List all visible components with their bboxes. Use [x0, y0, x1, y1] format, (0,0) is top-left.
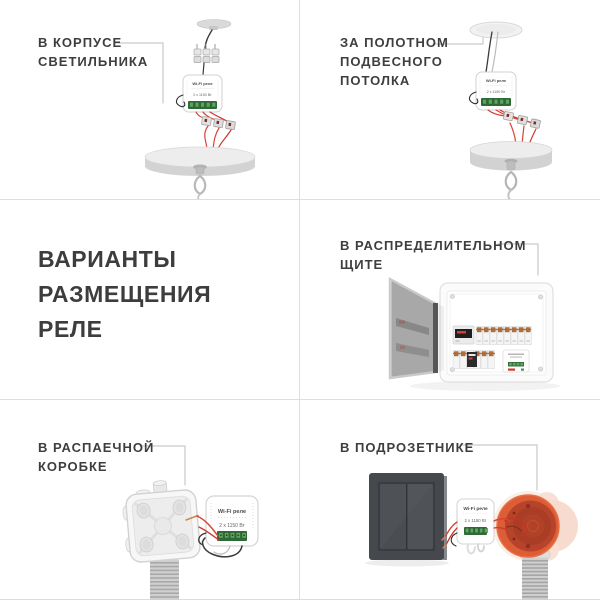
relay-name-text: Wi-Fi реле: [217, 509, 247, 515]
relay-name-text: Wi-Fi реле: [463, 507, 488, 512]
corrugated-conduit: [520, 551, 550, 600]
junction-box: [120, 478, 200, 564]
panel-title: [0, 200, 300, 400]
label-line: СВЕТИЛЬНИКА: [38, 54, 149, 69]
label-line: В ПОДРОЗЕТНИКЕ: [340, 440, 475, 455]
relay-power-text: 2 x 1150 Вт: [219, 523, 245, 529]
terminal-blocks-top: [194, 44, 219, 63]
red-wires-down: [205, 126, 231, 149]
suspension-hook: [506, 172, 517, 200]
infographic-title: [38, 242, 211, 347]
panel-flush-mount-box: [300, 400, 600, 600]
wall-switch: [365, 473, 449, 567]
label-line: В КОРПУСЕ: [38, 35, 123, 50]
label-line: ПОДВЕСНОГО: [340, 54, 443, 69]
wifi-relay-device: [176, 75, 222, 112]
label-line: ЗА ПОЛОТНОМ: [340, 35, 449, 50]
wifi-relay-device: [451, 499, 494, 553]
relay-power-text: 2 x 1150 Вт: [193, 93, 212, 97]
relay-name-text: Wi-Fi реле: [485, 78, 507, 83]
breaker-row-bottom: [453, 350, 529, 372]
red-wires: [196, 112, 229, 123]
spare-wire-loop: [478, 544, 484, 551]
relay-power-text: 2 x 1150 Вт: [464, 518, 487, 523]
label-line: ПОТОЛКА: [340, 73, 411, 88]
panel-label-junction-box: [38, 438, 154, 476]
title-line: РЕЛЕ: [38, 316, 103, 342]
relay-name-text: Wi-Fi реле: [192, 81, 213, 86]
spare-wire-loop: [468, 544, 475, 553]
relay-power-text: 2 x 1150 Вт: [486, 90, 506, 94]
label-line: В РАСПАЕЧНОЙ: [38, 440, 155, 455]
board-door: [390, 279, 444, 378]
panel-label-lamp-housing: [38, 33, 148, 71]
panel-label-distribution-board: [340, 236, 526, 274]
title-line: ВАРИАНТЫ: [38, 246, 177, 272]
ceiling-hole: [470, 22, 522, 38]
panel-suspended-ceiling: [300, 0, 600, 200]
lamp-canopy: [470, 142, 552, 171]
wifi-relay-device: [469, 72, 516, 110]
title-line: РАЗМЕЩЕНИЯ: [38, 281, 212, 307]
relay-din-module: [503, 350, 529, 372]
breaker-row-top: [453, 326, 531, 345]
terminal-blocks: [503, 111, 540, 128]
lamp-canopy: [145, 147, 255, 176]
lamp-housing-illustration: [0, 0, 300, 200]
panel-junction-box: [0, 400, 300, 600]
panel-label-flush-mount-box: [340, 438, 474, 457]
flush-mount-box-illustration: [300, 400, 600, 600]
distribution-board-illustration: [300, 200, 600, 400]
suspension-hook: [195, 176, 206, 200]
label-line: ЩИТЕ: [340, 257, 384, 272]
panel-distribution-board: [300, 200, 600, 400]
wifi-relay-device: [199, 496, 258, 546]
junction-box-illustration: [0, 400, 300, 600]
door-hinge: [433, 303, 438, 373]
label-line: КОРОБКЕ: [38, 459, 108, 474]
label-line: В РАСПРЕДЕЛИТЕЛЬНОМ: [340, 238, 527, 253]
ceiling-mount-icon: [197, 20, 231, 31]
socket-box: [497, 495, 559, 557]
panel-label-suspended-ceiling: [340, 33, 449, 90]
suspended-ceiling-illustration: [300, 0, 600, 200]
panel-lamp-housing: [0, 0, 300, 200]
wire: [203, 63, 204, 75]
